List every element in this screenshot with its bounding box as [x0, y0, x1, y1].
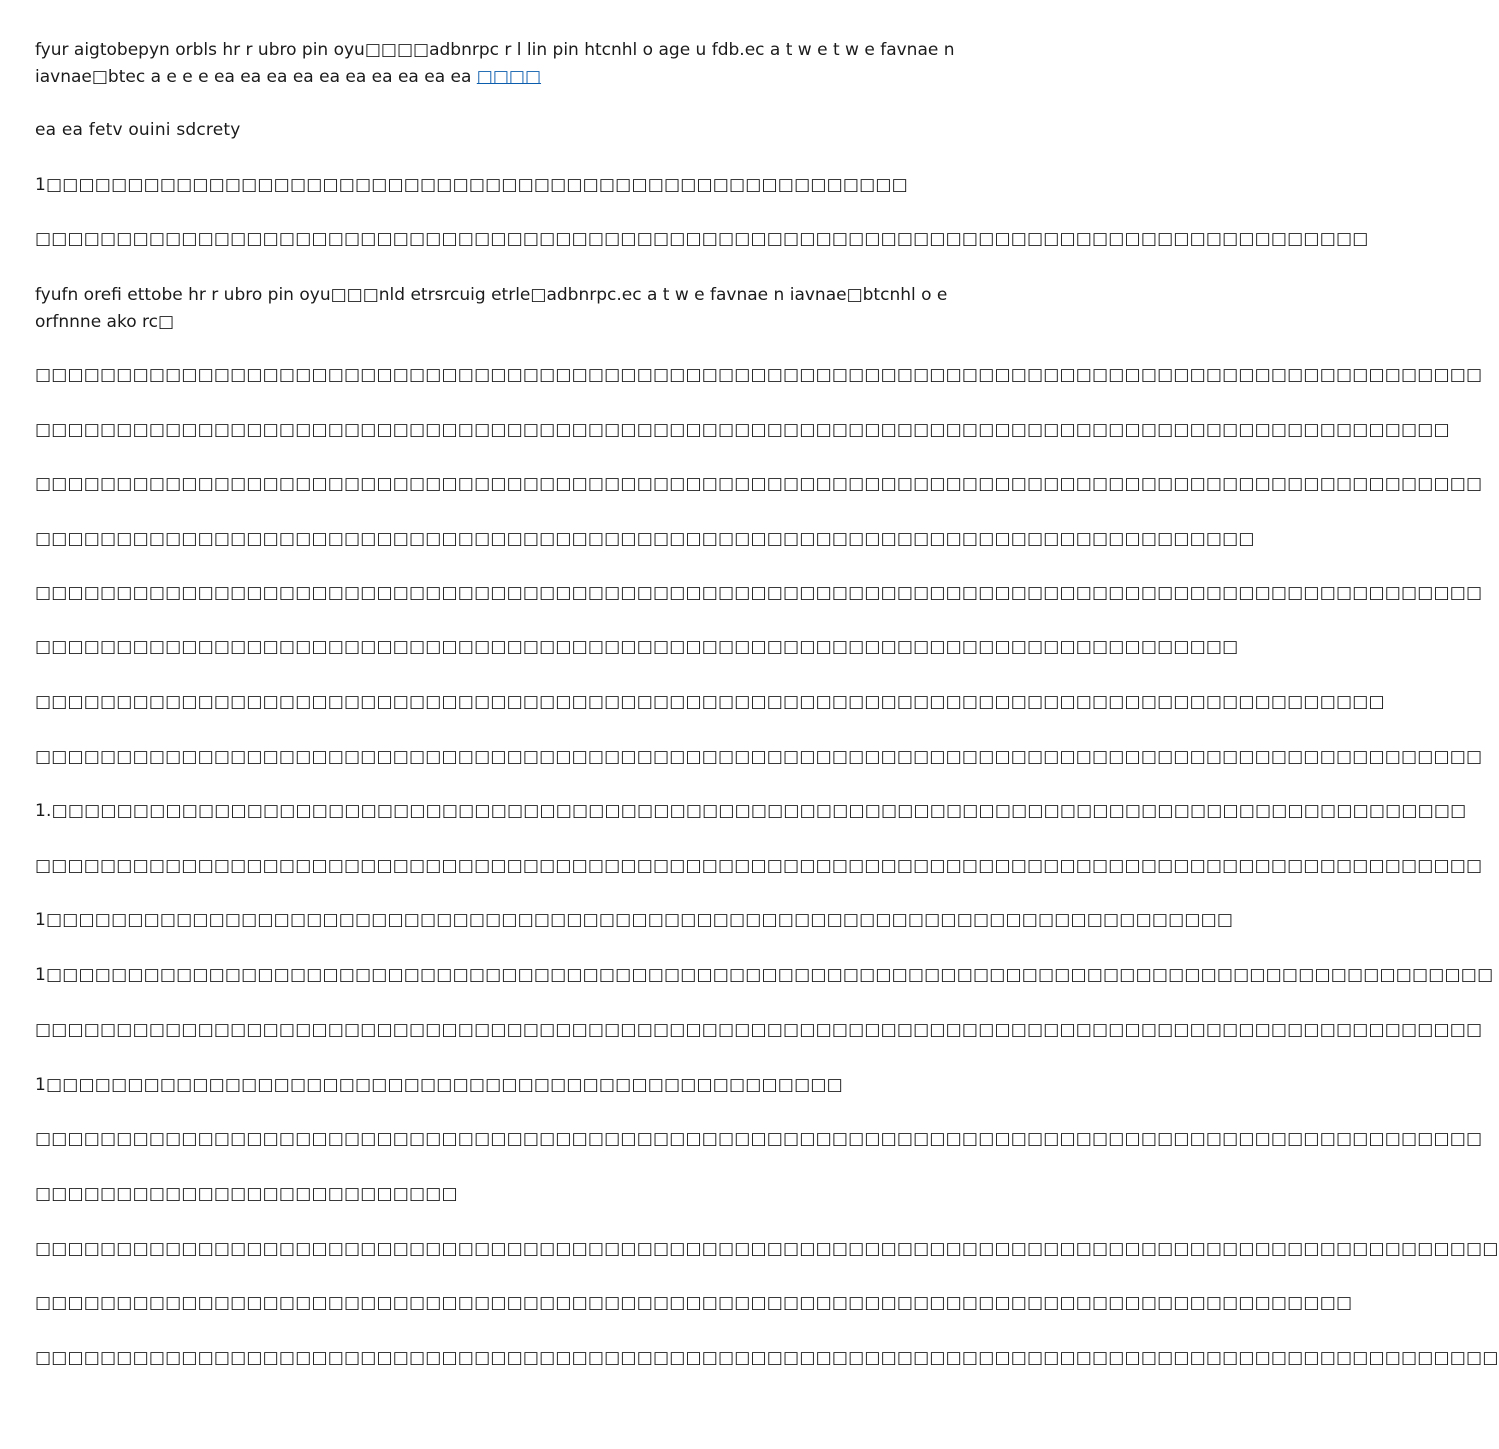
paragraph: □□□□□□□□□□□□□□□□□□□□□□□□□□□□□□□□□□□□□□□□□□□□□□□□□□□□□□□□□□□□□□□□□□□□□□□□□□□□□□□□□□□□□□□□□ [35, 856, 1483, 876]
paragraph: □□□□□□□□□□□□□□□□□□□□□□□□□□□□□□□□□□□□□□□□□□□□□□□□□□□□□□□□□□□□□□□□□□□□□□□□□□□□□□□□□□ [35, 229, 1369, 249]
paragraph: □□□□□□□□□□□□□□□□□□□□□□□□□□□□□□□□□□□□□□□□□□□□□□□□□□□□□□□□□□□□□□□□□□□□□□□□□□□□□□□□□□□□□□□□□ [35, 474, 1483, 494]
paragraph: □□□□□□□□□□□□□□□□□□□□□□□□□□□□□□□□□□□□□□□□□□□□□□□□□□□□□□□□□□□□□□□□□□□□□□□□□□□□□□□□□ [35, 1293, 1353, 1313]
paragraph: □□□□□□□□□□□□□□□□□□□□□□□□□□□□□□□□□□□□□□□□□□□□□□□□□□□□□□□□□□□□□□□□□□□□□□□□□□□ [35, 529, 1255, 549]
inline-link[interactable]: □□□□ [476, 67, 542, 87]
paragraph: □□□□□□□□□□□□□□□□□□□□□□□□□□□□□□□□□□□□□□□□□□□□□□□□□□□□□□□□□□□□□□□□□□□□□□□□□□□□□□□□□□□□□□□□□ [35, 1129, 1483, 1149]
paragraph: □□□□□□□□□□□□□□□□□□□□□□□□□□□□□□□□□□□□□□□□□□□□□□□□□□□□□□□□□□□□□□□□□□□□□□□□□□□□□□□□□□□ [35, 692, 1385, 712]
paragraph: □□□□□□□□□□□□□□□□□□□□□□□□□□□□□□□□□□□□□□□□□□□□□□□□□□□□□□□□□□□□□□□□□□□□□□□□□□□□□□□□□□□□□□□□□□ [35, 1348, 1499, 1368]
paragraph: □□□□□□□□□□□□□□□□□□□□□□□□□□□□□□□□□□□□□□□□□□□□□□□□□□□□□□□□□□□□□□□□□□□□□□□□□□□□□□□□□□□□□□□□□ [35, 747, 1483, 767]
paragraph: □□□□□□□□□□□□□□□□□□□□□□□□□□□□□□□□□□□□□□□□□□□□□□□□□□□□□□□□□□□□□□□□□□□□□□□□□□□□□□□□□□□□□□□□□ [35, 1020, 1483, 1040]
paragraph: □□□□□□□□□□□□□□□□□□□□□□□□□□□□□□□□□□□□□□□□□□□□□□□□□□□□□□□□□□□□□□□□□□□□□□□□□□□□□□□□□□□□□□□□□ [35, 365, 1483, 385]
paragraph: fyufn orefi ettobe hr r ubro pin oyu□□□nld etrsrcuig etrle□adbnrpc.ec a t w e favnae n iavnae□btcnhl o e orfnnne ako rc□ [35, 285, 948, 332]
paragraph: □□□□□□□□□□□□□□□□□□□□□□□□□□□□□□□□□□□□□□□□□□□□□□□□□□□□□□□□□□□□□□□□□□□□□□□□□□ [35, 637, 1239, 657]
paragraph: □□□□□□□□□□□□□□□□□□□□□□□□□□□□□□□□□□□□□□□□□□□□□□□□□□□□□□□□□□□□□□□□□□□□□□□□□□□□□□□□□□□□□□□ [35, 420, 1450, 440]
paragraph: □□□□□□□□□□□□□□□□□□□□□□□□□□□□□□□□□□□□□□□□□□□□□□□□□□□□□□□□□□□□□□□□□□□□□□□□□□□□□□□□□□□□□□□□□ [35, 583, 1483, 603]
numbered-paragraph: 1□□□□□□□□□□□□□□□□□□□□□□□□□□□□□□□□□□□□□□□□□□□□□□□□□□□□□□□□□□□□□□□□□□□□□□□□□□□□□□□□□□□□□□□□□ [35, 965, 1494, 985]
numbered-paragraph: 1.□□□□□□□□□□□□□□□□□□□□□□□□□□□□□□□□□□□□□□□□□□□□□□□□□□□□□□□□□□□□□□□□□□□□□□□□□□□□□□□□□□□□□□□ [35, 801, 1467, 821]
paragraph: □□□□□□□□□□□□□□□□□□□□□□□□□□ [35, 1184, 458, 1204]
paragraph-text: fyur aigtobepyn orbls hr r ubro pin oyu□□□□adbnrpc r l lin pin htcnhl o age u fdb.ec a t w e t w e favnae n iavnae□btec a e e e ea ea ea ea ea ea ea ea ea ea [35, 40, 955, 87]
paragraph [35, 37, 980, 91]
paragraph: ea ea fetv ouini sdcrety [35, 120, 241, 140]
numbered-paragraph: 1□□□□□□□□□□□□□□□□□□□□□□□□□□□□□□□□□□□□□□□□□□□□□□□□□ [35, 1075, 843, 1095]
numbered-paragraph: 1□□□□□□□□□□□□□□□□□□□□□□□□□□□□□□□□□□□□□□□□□□□□□□□□□□□□□□□□□□□□□□□□□□□□□□□□□ [35, 910, 1234, 930]
paragraph: 1□□□□□□□□□□□□□□□□□□□□□□□□□□□□□□□□□□□□□□□□□□□□□□□□□□□□□ [35, 175, 908, 195]
paragraph: □□□□□□□□□□□□□□□□□□□□□□□□□□□□□□□□□□□□□□□□□□□□□□□□□□□□□□□□□□□□□□□□□□□□□□□□□□□□□□□□□□□□□□□□□□ [35, 1239, 1499, 1259]
